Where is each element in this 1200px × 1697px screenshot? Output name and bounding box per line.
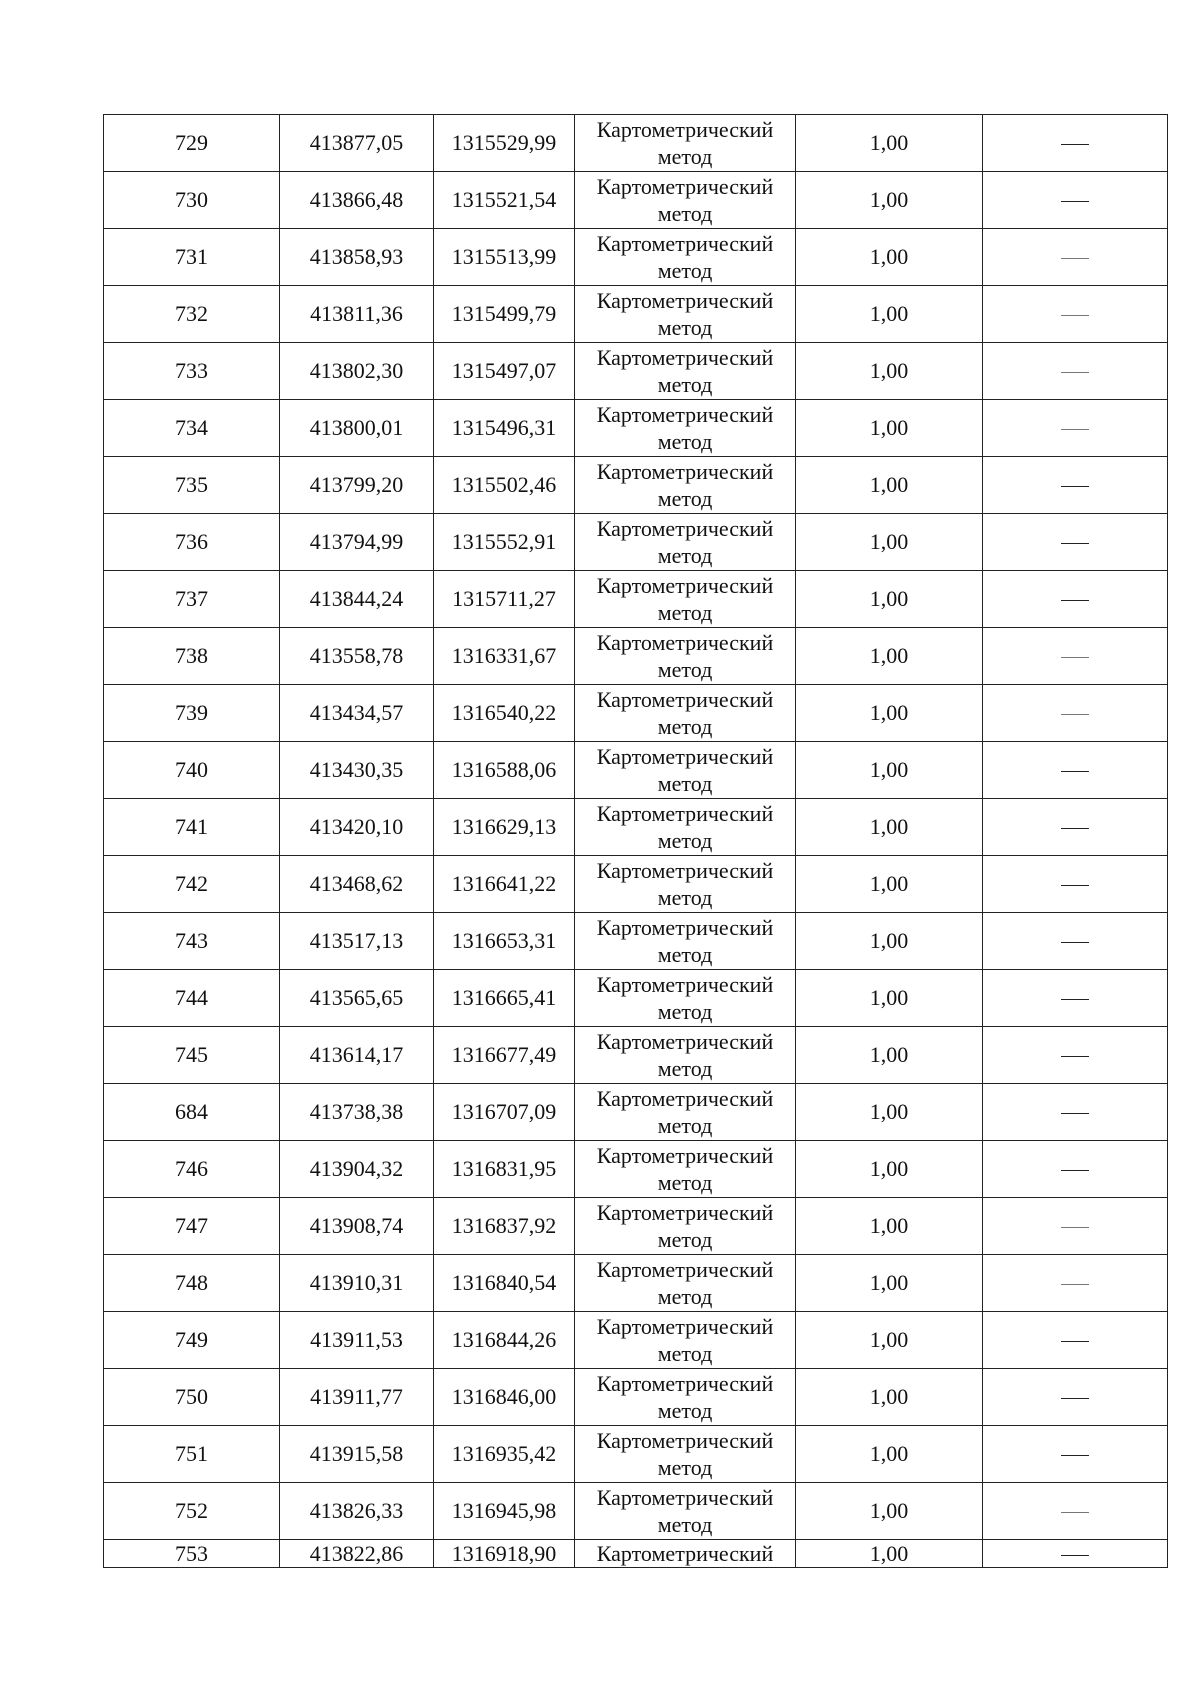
method-cell: Картометрический метод [575, 343, 796, 400]
x-coordinate-cell: 413738,38 [280, 1084, 434, 1141]
accuracy-cell: 1,00 [796, 1312, 983, 1369]
point-number-cell: 684 [104, 1084, 280, 1141]
note-cell [983, 229, 1168, 286]
point-number-cell: 750 [104, 1369, 280, 1426]
method-cell: Картометрический метод [575, 514, 796, 571]
y-coordinate-cell: 1316840,54 [434, 1255, 575, 1312]
table-row [104, 514, 1168, 571]
table-row [104, 970, 1168, 1027]
method-cell: Картометрический метод [575, 799, 796, 856]
x-coordinate-cell: 413858,93 [280, 229, 434, 286]
note-cell [983, 115, 1168, 172]
accuracy-cell: 1,00 [796, 913, 983, 970]
table-row [104, 172, 1168, 229]
accuracy-cell: 1,00 [796, 1369, 983, 1426]
point-number-cell: 729 [104, 115, 280, 172]
x-coordinate-cell: 413800,01 [280, 400, 434, 457]
point-number-cell: 747 [104, 1198, 280, 1255]
note-cell [983, 457, 1168, 514]
accuracy-cell: 1,00 [796, 229, 983, 286]
x-coordinate-cell: 413877,05 [280, 115, 434, 172]
point-number-cell: 739 [104, 685, 280, 742]
note-cell [983, 628, 1168, 685]
table-row [104, 1198, 1168, 1255]
table-row [104, 1426, 1168, 1483]
accuracy-cell: 1,00 [796, 970, 983, 1027]
table-row [104, 229, 1168, 286]
x-coordinate-cell: 413802,30 [280, 343, 434, 400]
x-coordinate-cell: 413811,36 [280, 286, 434, 343]
dash-mark [1061, 543, 1089, 544]
method-cell: Картометрический метод [575, 1198, 796, 1255]
x-coordinate-cell: 413614,17 [280, 1027, 434, 1084]
dash-mark [1061, 1056, 1089, 1057]
x-coordinate-cell: 413799,20 [280, 457, 434, 514]
x-coordinate-cell: 413910,31 [280, 1255, 434, 1312]
table-row [104, 1084, 1168, 1141]
accuracy-cell: 1,00 [796, 799, 983, 856]
x-coordinate-cell: 413822,86 [280, 1540, 434, 1568]
y-coordinate-cell: 1316707,09 [434, 1084, 575, 1141]
table-row [104, 400, 1168, 457]
accuracy-cell: 1,00 [796, 1255, 983, 1312]
note-cell [983, 1198, 1168, 1255]
y-coordinate-cell: 1316918,90 [434, 1540, 575, 1568]
method-cell: Картометрический метод [575, 856, 796, 913]
x-coordinate-cell: 413866,48 [280, 172, 434, 229]
y-coordinate-cell: 1316540,22 [434, 685, 575, 742]
point-number-cell: 742 [104, 856, 280, 913]
accuracy-cell: 1,00 [796, 172, 983, 229]
x-coordinate-cell: 413915,58 [280, 1426, 434, 1483]
method-cell: Картометрический метод [575, 685, 796, 742]
y-coordinate-cell: 1316846,00 [434, 1369, 575, 1426]
dash-mark [1061, 1227, 1089, 1228]
y-coordinate-cell: 1316588,06 [434, 742, 575, 799]
dash-mark [1061, 828, 1089, 829]
y-coordinate-cell: 1316665,41 [434, 970, 575, 1027]
y-coordinate-cell: 1316641,22 [434, 856, 575, 913]
table-row [104, 628, 1168, 685]
table-row [104, 742, 1168, 799]
accuracy-cell: 1,00 [796, 400, 983, 457]
point-number-cell: 749 [104, 1312, 280, 1369]
method-cell: Картометрический метод [575, 115, 796, 172]
accuracy-cell: 1,00 [796, 1027, 983, 1084]
note-cell [983, 514, 1168, 571]
table-row [104, 1540, 1168, 1568]
x-coordinate-cell: 413468,62 [280, 856, 434, 913]
accuracy-cell: 1,00 [796, 115, 983, 172]
dash-mark [1061, 1555, 1089, 1556]
point-number-cell: 735 [104, 457, 280, 514]
x-coordinate-cell: 413911,53 [280, 1312, 434, 1369]
accuracy-cell: 1,00 [796, 856, 983, 913]
point-number-cell: 740 [104, 742, 280, 799]
note-cell [983, 343, 1168, 400]
x-coordinate-cell: 413430,35 [280, 742, 434, 799]
dash-mark [1061, 429, 1089, 430]
point-number-cell: 733 [104, 343, 280, 400]
note-cell [983, 856, 1168, 913]
dash-mark [1061, 486, 1089, 487]
y-coordinate-cell: 1316831,95 [434, 1141, 575, 1198]
method-cell: Картометрический метод [575, 1312, 796, 1369]
y-coordinate-cell: 1315502,46 [434, 457, 575, 514]
dash-mark [1061, 201, 1089, 202]
note-cell [983, 172, 1168, 229]
point-number-cell: 744 [104, 970, 280, 1027]
method-cell: Картометрический метод [575, 172, 796, 229]
method-cell: Картометрический метод [575, 1369, 796, 1426]
accuracy-cell: 1,00 [796, 628, 983, 685]
note-cell [983, 1312, 1168, 1369]
x-coordinate-cell: 413908,74 [280, 1198, 434, 1255]
coordinates-table [103, 114, 1168, 1568]
accuracy-cell: 1,00 [796, 457, 983, 514]
accuracy-cell: 1,00 [796, 742, 983, 799]
point-number-cell: 745 [104, 1027, 280, 1084]
point-number-cell: 753 [104, 1540, 280, 1568]
method-cell: Картометрический метод [575, 1483, 796, 1540]
y-coordinate-cell: 1315499,79 [434, 286, 575, 343]
point-number-cell: 743 [104, 913, 280, 970]
dash-mark [1061, 1170, 1089, 1171]
method-cell: Картометрический метод [575, 571, 796, 628]
x-coordinate-cell: 413565,65 [280, 970, 434, 1027]
x-coordinate-cell: 413911,77 [280, 1369, 434, 1426]
table-row [104, 1369, 1168, 1426]
x-coordinate-cell: 413517,13 [280, 913, 434, 970]
note-cell [983, 1027, 1168, 1084]
note-cell [983, 685, 1168, 742]
y-coordinate-cell: 1316837,92 [434, 1198, 575, 1255]
point-number-cell: 731 [104, 229, 280, 286]
point-number-cell: 746 [104, 1141, 280, 1198]
accuracy-cell: 1,00 [796, 571, 983, 628]
method-cell: Картометрический метод [575, 1084, 796, 1141]
note-cell [983, 1369, 1168, 1426]
note-cell [983, 286, 1168, 343]
y-coordinate-cell: 1315529,99 [434, 115, 575, 172]
y-coordinate-cell: 1315497,07 [434, 343, 575, 400]
accuracy-cell: 1,00 [796, 1198, 983, 1255]
accuracy-cell: 1,00 [796, 286, 983, 343]
y-coordinate-cell: 1315552,91 [434, 514, 575, 571]
dash-mark [1061, 657, 1089, 658]
method-cell: Картометрический метод [575, 1426, 796, 1483]
y-coordinate-cell: 1316844,26 [434, 1312, 575, 1369]
accuracy-cell: 1,00 [796, 685, 983, 742]
coordinates-table-body [104, 115, 1168, 1568]
method-cell: Картометрический метод [575, 1255, 796, 1312]
dash-mark [1061, 1284, 1089, 1285]
table-row [104, 343, 1168, 400]
point-number-cell: 751 [104, 1426, 280, 1483]
dash-mark [1061, 885, 1089, 886]
point-number-cell: 737 [104, 571, 280, 628]
table-row [104, 286, 1168, 343]
note-cell [983, 1426, 1168, 1483]
method-cell: Картометрический метод [575, 1141, 796, 1198]
accuracy-cell: 1,00 [796, 1426, 983, 1483]
note-cell [983, 742, 1168, 799]
dash-mark [1061, 1341, 1089, 1342]
table-row [104, 1141, 1168, 1198]
y-coordinate-cell: 1315521,54 [434, 172, 575, 229]
x-coordinate-cell: 413844,24 [280, 571, 434, 628]
y-coordinate-cell: 1315513,99 [434, 229, 575, 286]
method-cell: Картометрический метод [575, 913, 796, 970]
note-cell [983, 1540, 1168, 1568]
y-coordinate-cell: 1316935,42 [434, 1426, 575, 1483]
note-cell [983, 571, 1168, 628]
method-cell: Картометрический метод [575, 457, 796, 514]
accuracy-cell: 1,00 [796, 1141, 983, 1198]
dash-mark [1061, 1512, 1089, 1513]
table-row [104, 913, 1168, 970]
method-cell: Картометрический метод [575, 286, 796, 343]
note-cell [983, 400, 1168, 457]
point-number-cell: 738 [104, 628, 280, 685]
table-row [104, 457, 1168, 514]
table-row [104, 856, 1168, 913]
table-row [104, 1255, 1168, 1312]
y-coordinate-cell: 1316331,67 [434, 628, 575, 685]
accuracy-cell: 1,00 [796, 1483, 983, 1540]
x-coordinate-cell: 413826,33 [280, 1483, 434, 1540]
accuracy-cell: 1,00 [796, 343, 983, 400]
dash-mark [1061, 600, 1089, 601]
y-coordinate-cell: 1316653,31 [434, 913, 575, 970]
note-cell [983, 799, 1168, 856]
note-cell [983, 970, 1168, 1027]
method-cell: Картометрический [575, 1540, 796, 1568]
dash-mark [1061, 1113, 1089, 1114]
method-cell: Картометрический метод [575, 1027, 796, 1084]
method-cell: Картометрический метод [575, 742, 796, 799]
table-row [104, 571, 1168, 628]
dash-mark [1061, 1398, 1089, 1399]
point-number-cell: 736 [104, 514, 280, 571]
method-cell: Картометрический метод [575, 970, 796, 1027]
x-coordinate-cell: 413558,78 [280, 628, 434, 685]
point-number-cell: 734 [104, 400, 280, 457]
y-coordinate-cell: 1316677,49 [434, 1027, 575, 1084]
accuracy-cell: 1,00 [796, 1084, 983, 1141]
dash-mark [1061, 714, 1089, 715]
table-row [104, 115, 1168, 172]
note-cell [983, 913, 1168, 970]
method-cell: Картометрический метод [575, 628, 796, 685]
y-coordinate-cell: 1315496,31 [434, 400, 575, 457]
dash-mark [1061, 372, 1089, 373]
table-row [104, 685, 1168, 742]
dash-mark [1061, 771, 1089, 772]
table-row [104, 1312, 1168, 1369]
accuracy-cell: 1,00 [796, 1540, 983, 1568]
note-cell [983, 1141, 1168, 1198]
y-coordinate-cell: 1315711,27 [434, 571, 575, 628]
point-number-cell: 741 [104, 799, 280, 856]
note-cell [983, 1483, 1168, 1540]
dash-mark [1061, 1455, 1089, 1456]
accuracy-cell: 1,00 [796, 514, 983, 571]
note-cell [983, 1255, 1168, 1312]
point-number-cell: 730 [104, 172, 280, 229]
dash-mark [1061, 144, 1089, 145]
x-coordinate-cell: 413794,99 [280, 514, 434, 571]
dash-mark [1061, 315, 1089, 316]
method-cell: Картометрический метод [575, 400, 796, 457]
point-number-cell: 752 [104, 1483, 280, 1540]
x-coordinate-cell: 413434,57 [280, 685, 434, 742]
table-row [104, 1483, 1168, 1540]
table-row [104, 799, 1168, 856]
x-coordinate-cell: 413904,32 [280, 1141, 434, 1198]
note-cell [983, 1084, 1168, 1141]
point-number-cell: 748 [104, 1255, 280, 1312]
point-number-cell: 732 [104, 286, 280, 343]
y-coordinate-cell: 1316945,98 [434, 1483, 575, 1540]
table-row [104, 1027, 1168, 1084]
method-cell: Картометрический метод [575, 229, 796, 286]
dash-mark [1061, 258, 1089, 259]
dash-mark [1061, 999, 1089, 1000]
x-coordinate-cell: 413420,10 [280, 799, 434, 856]
dash-mark [1061, 942, 1089, 943]
y-coordinate-cell: 1316629,13 [434, 799, 575, 856]
